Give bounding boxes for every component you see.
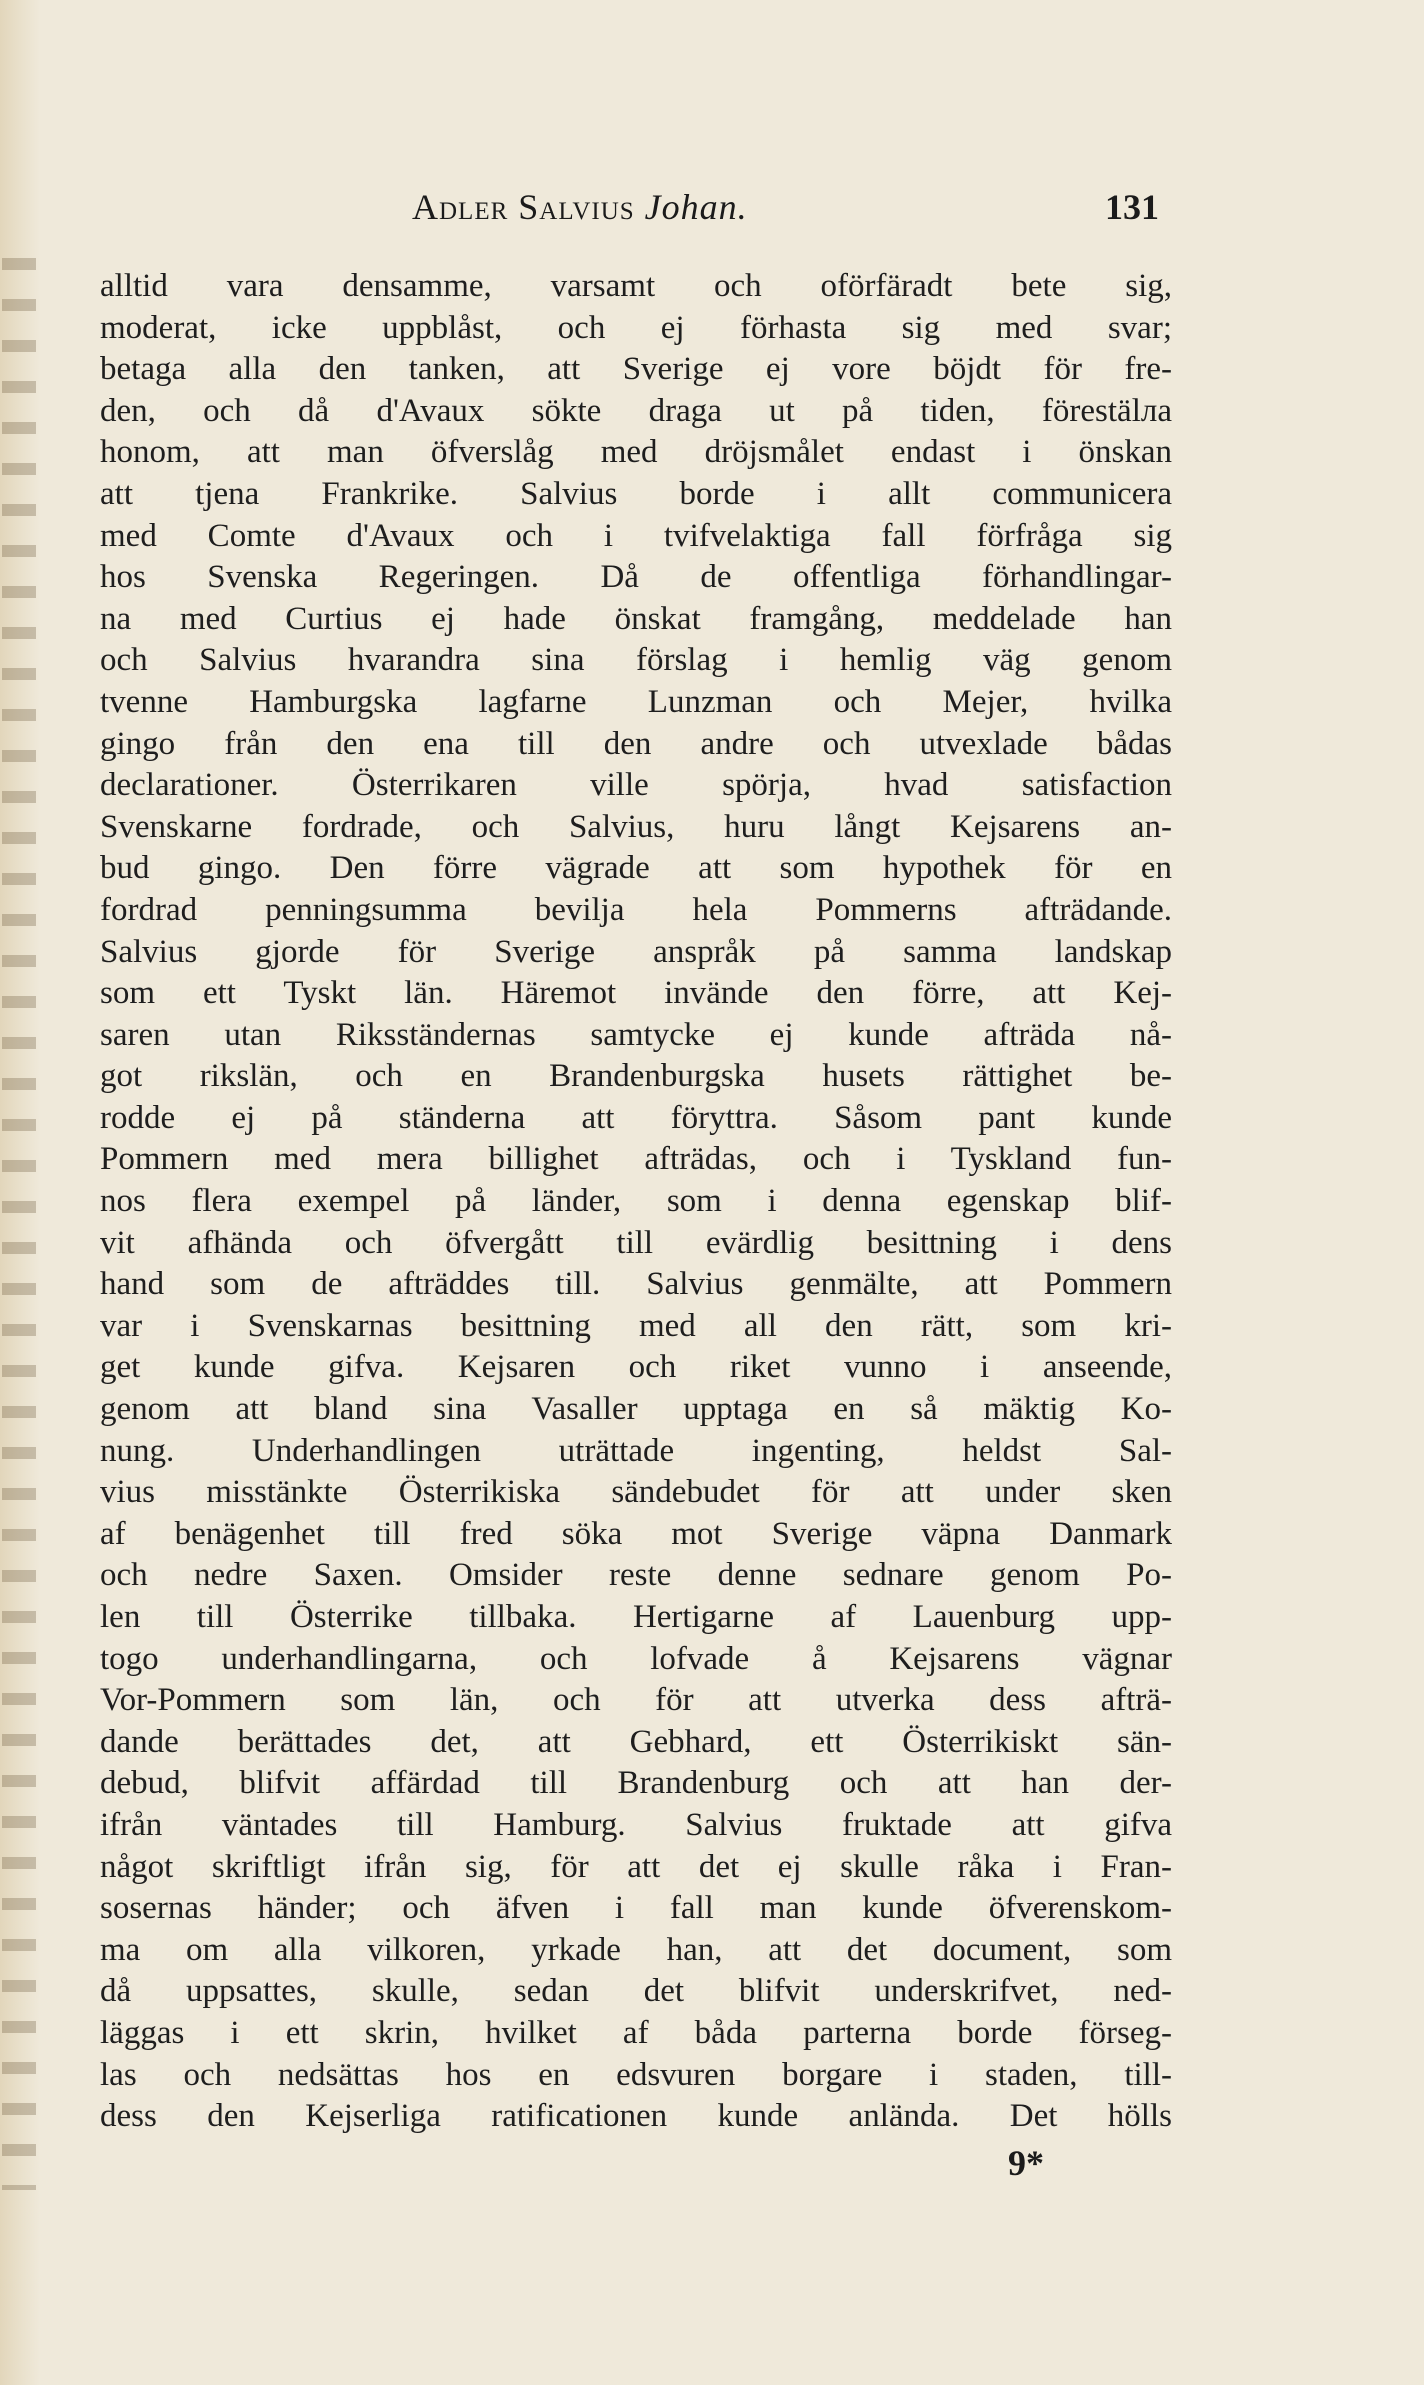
text-line: hos Svenska Regeringen. Då de offentliga förhandlingar- (100, 559, 1172, 596)
text-line: bud gingo. Den förre vägrade att som hypothek för en (100, 850, 1172, 887)
text-line: got rikslän, och en Brandenburgska husets rättighet be- (100, 1058, 1172, 1095)
text-line: nung. Underhandlingen uträttade ingenting, heldst Sal- (100, 1432, 1172, 1469)
text-line: get kunde gifva. Kejsaren och riket vunno i anseende, (100, 1349, 1172, 1386)
body-text (100, 266, 1172, 2138)
text-line: togo underhandlingarna, och lofvade å Kejsarens vägnar (100, 1640, 1172, 1677)
running-head-given-name: Johan. (644, 187, 748, 227)
text-line: Pommern med mera billighet afträdas, och i Tyskland fun- (100, 1141, 1172, 1178)
running-head-name: Adler Salvius (412, 187, 635, 227)
text-line: vius misstänkte Österrikiska sändebudet för att under sken (100, 1474, 1172, 1511)
text-line: sosernas händer; och äfven i fall man kunde öfverenskom- (100, 1890, 1172, 1927)
page-number: 131 (1105, 187, 1159, 227)
text-line: nos flera exempel på länder, som i denna egenskap blif- (100, 1183, 1172, 1220)
signature-mark: 9* (1008, 2143, 1044, 2183)
text-line: ifrån väntades till Hamburg. Salvius fruktade att gifva (100, 1806, 1172, 1843)
text-line: las och nedsättas hos en edsvuren borgare i staden, till- (100, 2056, 1172, 2093)
text-line: med Comte d'Avaux och i tvifvelaktiga fall förfråga sig (100, 517, 1172, 554)
text-line: declarationer. Österrikaren ville spörja, hvad satisfaction (100, 767, 1172, 804)
text-line: att tjena Frankrike. Salvius borde i allt communicera (100, 475, 1172, 512)
text-line: Salvius gjorde för Sverige anspråk på samma landskap (100, 933, 1172, 970)
text-line: och Salvius hvarandra sina förslag i hemlig väg genom (100, 642, 1172, 679)
text-line: som ett Tyskt län. Häremot invände den förre, att Kej- (100, 975, 1172, 1012)
text-line: saren utan Riksständernas samtycke ej kunde afträda nå- (100, 1016, 1172, 1053)
text-line: honom, att man öfverslåg med dröjsmålet endast i önskan (100, 434, 1172, 471)
text-line: den, och då d'Avaux sökte draga ut på tiden, förestälла (100, 392, 1172, 429)
text-line: och nedre Saxen. Omsider reste denne sednare genom Po- (100, 1557, 1172, 1594)
text-line: Svenskarne fordrade, och Salvius, huru långt Kejsarens an- (100, 808, 1172, 845)
text-line: ma om alla vilkoren, yrkade han, att det document, som (100, 1931, 1172, 1968)
text-line: debud, blifvit affärdad till Brandenburg och att han der- (100, 1765, 1172, 1802)
text-line: något skriftligt ifrån sig, för att det ej skulle råka i Fran- (100, 1848, 1172, 1885)
text-line: na med Curtius ej hade önskat framgång, meddelade han (100, 600, 1172, 637)
bleed-through-marks (2, 240, 36, 2190)
text-line: rodde ej på ständerna att föryttra. Såsom pant kunde (100, 1099, 1172, 1136)
text-line: hand som de afträddes till. Salvius genmälte, att Pommern (100, 1266, 1172, 1303)
text-line: dande berättades det, att Gebhard, ett Österrikiskt sän- (100, 1723, 1172, 1760)
text-line: tvenne Hamburgska lagfarne Lunzman och Mejer, hvilka (100, 683, 1172, 720)
running-head (412, 186, 748, 228)
text-line: len till Österrike tillbaka. Hertigarne af Lauenburg upp- (100, 1599, 1172, 1635)
text-line: fordrad penningsumma bevilja hela Pommerns afträdande. (100, 891, 1172, 928)
text-line: då uppsattes, skulle, sedan det blifvit underskrifvet, ned- (100, 1973, 1172, 2010)
text-line: betaga alla den tanken, att Sverige ej vore böjdt för fre- (100, 351, 1172, 388)
text-line: genom att bland sina Vasaller upptaga en så mäktig Ko- (100, 1391, 1172, 1428)
text-line: var i Svenskarnas besittning med all den rätt, som kri- (100, 1307, 1172, 1344)
page-header (0, 178, 1424, 238)
text-line: Vor-Pommern som län, och för att utverka dess afträ- (100, 1682, 1172, 1719)
text-line: dess den Kejserliga ratificationen kunde anlända. Det hölls (100, 2098, 1172, 2135)
text-line: af benägenhet till fred söka mot Sverige väpna Danmark (100, 1515, 1172, 1552)
text-line: gingo från den ena till den andre och utvexlade bådas (100, 725, 1172, 762)
text-line: alltid vara densamme, varsamt och oförfäradt bete sig, (100, 268, 1172, 304)
text-line: läggas i ett skrin, hvilket af båda parterna borde förseg- (100, 2014, 1172, 2051)
text-line: moderat, icke uppblåst, och ej förhasta sig med svar; (100, 309, 1172, 346)
text-line: vit afhända och öfvergått till evärdlig besittning i dens (100, 1224, 1172, 1261)
